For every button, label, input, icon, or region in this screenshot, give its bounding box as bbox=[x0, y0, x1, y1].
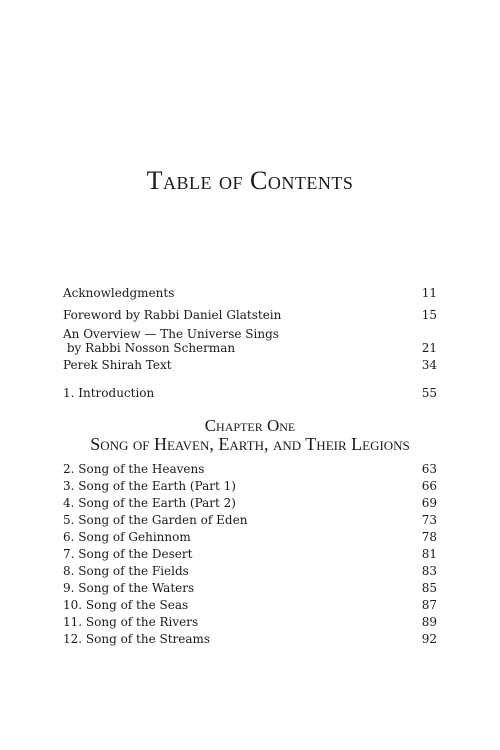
toc-entry-title: An Overview — The Universe Sings bbox=[63, 327, 279, 341]
toc-entry-page: 78 bbox=[421, 530, 437, 544]
toc-entry-title: 9. Song of the Waters bbox=[63, 581, 195, 595]
toc-entry-page: 73 bbox=[421, 513, 437, 527]
toc-entry-title: 5. Song of the Garden of Eden bbox=[63, 513, 248, 527]
toc-entry-page: 69 bbox=[421, 496, 437, 510]
toc-entry-title: 3. Song of the Earth (Part 1) bbox=[63, 479, 236, 493]
toc-entry-page: 92 bbox=[421, 632, 437, 646]
toc-entry-page: 85 bbox=[421, 581, 437, 595]
toc-entry-page: 81 bbox=[421, 547, 437, 561]
toc-entry-title: 1. Introduction bbox=[63, 386, 155, 400]
chapter-name: Song of Heaven, Earth, and Their Legions bbox=[90, 434, 410, 454]
toc-entry-page: 83 bbox=[421, 564, 437, 578]
toc-entry-title: 12. Song of the Streams bbox=[63, 632, 211, 646]
toc-entry-title: 2. Song of the Heavens bbox=[63, 462, 205, 476]
toc-entry-page: 66 bbox=[421, 479, 437, 493]
chapter-number: Chapter One bbox=[204, 416, 296, 435]
toc-entry-page: 21 bbox=[421, 341, 437, 355]
toc-entry-title: Perek Shirah Text bbox=[63, 358, 172, 372]
toc-entry-title: 11. Song of the Rivers bbox=[63, 615, 199, 629]
toc-entry-page: 34 bbox=[421, 358, 437, 372]
toc-entry-page: 63 bbox=[421, 462, 437, 476]
toc-entry-page: 55 bbox=[421, 386, 437, 400]
toc-entry-title: Foreword by Rabbi Daniel Glatstein bbox=[63, 308, 282, 322]
toc-entry-page: 15 bbox=[421, 308, 437, 322]
toc-entry-page: 87 bbox=[421, 598, 437, 612]
page-title: Table of Contents bbox=[146, 166, 354, 195]
toc-entry-title: 7. Song of the Desert bbox=[63, 547, 193, 561]
toc-entry-subtitle: by Rabbi Nosson Scherman bbox=[63, 341, 236, 355]
toc-entry-title: 8. Song of the Fields bbox=[63, 564, 189, 578]
toc-entry-page: 11 bbox=[421, 286, 437, 300]
toc-entry-page: 89 bbox=[421, 615, 437, 629]
toc-entry-title: 10. Song of the Seas bbox=[63, 598, 189, 612]
toc-entry-title: Acknowledgments bbox=[63, 286, 175, 300]
toc-entry-title: 4. Song of the Earth (Part 2) bbox=[63, 496, 236, 510]
toc-entry-title: 6. Song of Gehinnom bbox=[63, 530, 191, 544]
